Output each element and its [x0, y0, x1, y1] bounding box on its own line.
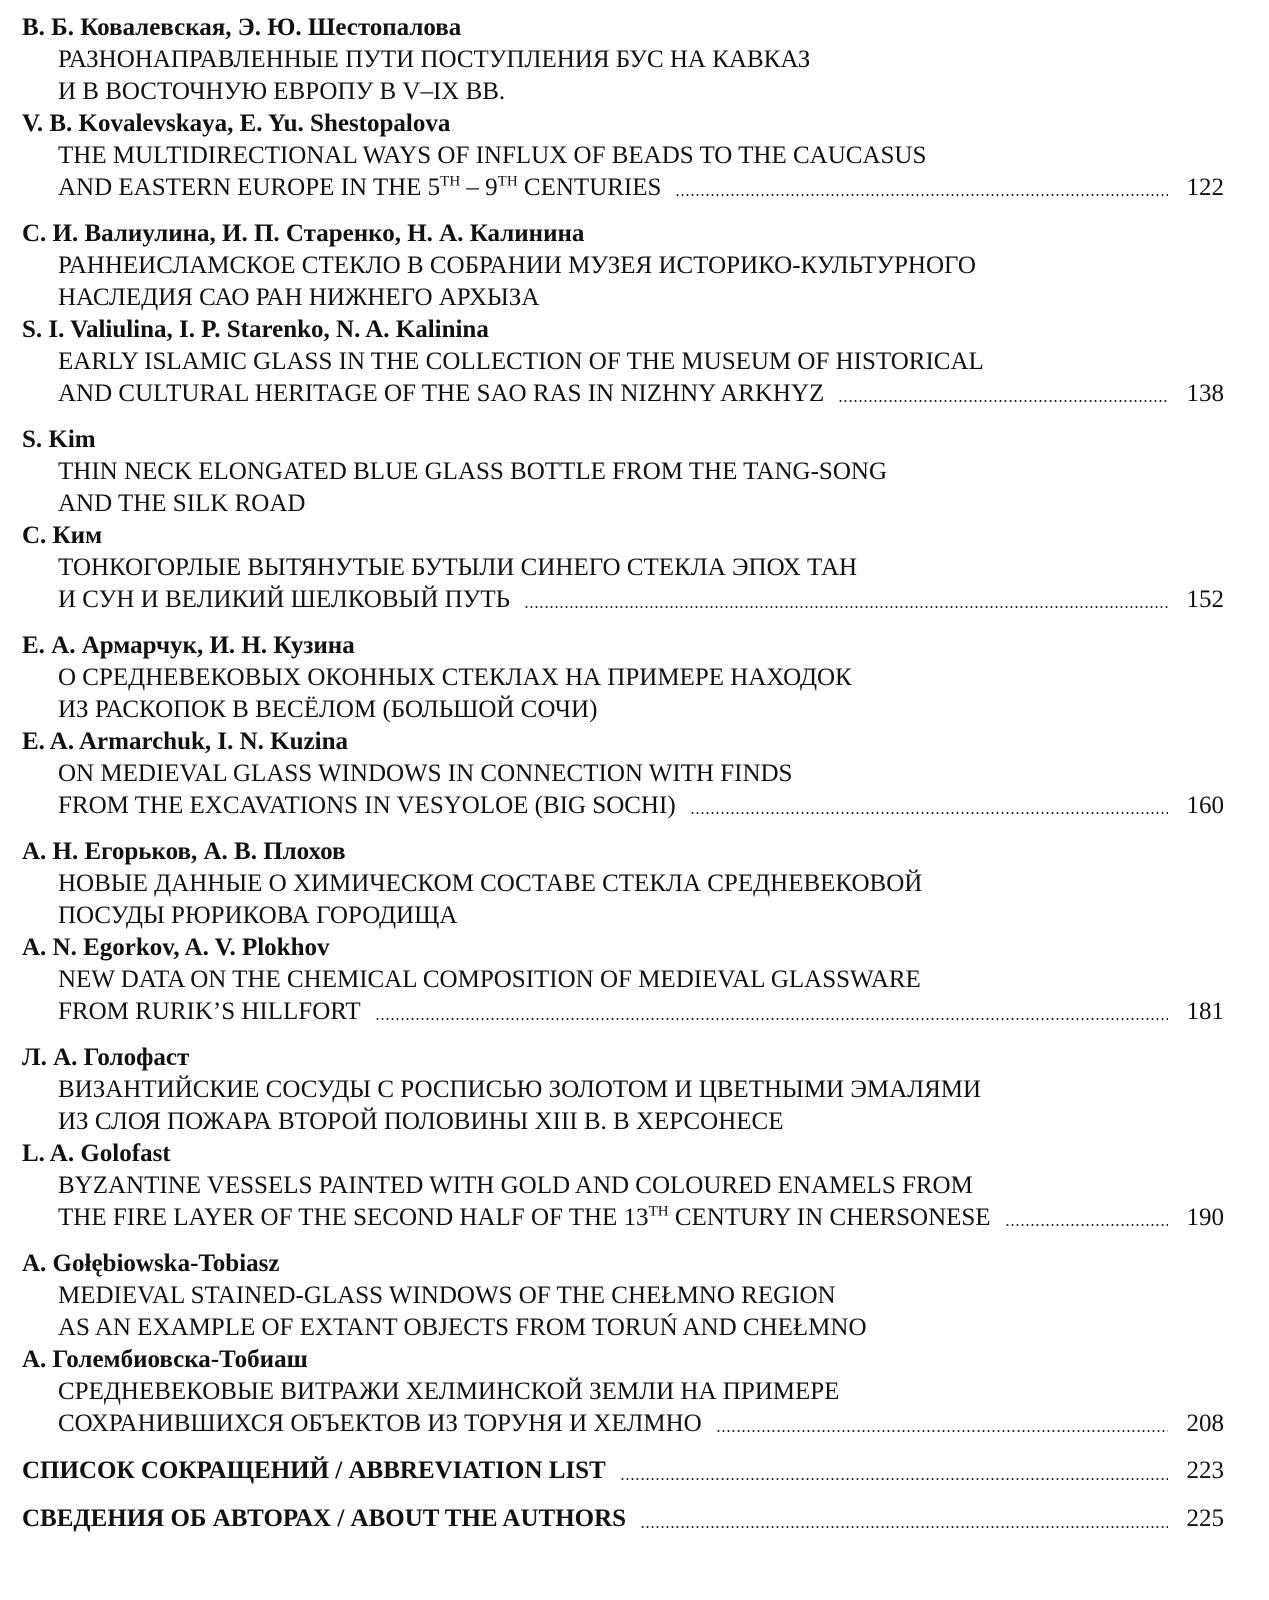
author-ru: С. Ким	[22, 522, 103, 549]
dot-leader	[375, 1018, 1168, 1020]
title-ru-line: И В ВОСТОЧНУЮ ЕВРОПУ В V–IX ВВ.	[58, 78, 506, 105]
author-ru: В. Б. Ковалевская, Э. Ю. Шестопалова	[22, 14, 462, 41]
toc-entry	[22, 1248, 1224, 1440]
page-number: 138	[1186, 380, 1224, 407]
title-ru-line: ВИЗАНТИЙСКИЕ СОСУДЫ С РОСПИСЬЮ ЗОЛОТОМ И ЦВЕТНЫМИ ЭМАЛЯМИ	[58, 1076, 982, 1103]
title-ru-line: ПОСУДЫ РЮРИКОВА ГОРОДИЩА	[58, 902, 458, 929]
author-en: S. I. Valiulina, I. P. Starenko, N. A. Kalinina	[22, 316, 489, 343]
title-ru-line: ИЗ РАСКОПОК В ВЕСЁЛОМ (БОЛЬШОЙ СОЧИ)	[58, 696, 598, 723]
dot-leader	[640, 1526, 1168, 1528]
toc-entry	[22, 218, 1224, 410]
author-en: E. A. Armarchuk, I. N. Kuzina	[22, 728, 348, 755]
author-ru: С. И. Валиулина, И. П. Старенко, Н. А. Калинина	[22, 220, 585, 247]
toc-entry	[22, 424, 1224, 616]
author-ru: Л. А. Голофаст	[22, 1044, 190, 1071]
title-en-last-line	[22, 996, 1224, 1028]
title-en-line: THE MULTIDIRECTIONAL WAYS OF INFLUX OF BEADS TO THE CAUCASUS	[58, 142, 927, 169]
author-ru: А. Голембиовска-Тобиаш	[22, 1346, 308, 1373]
page-number: 223	[1186, 1457, 1224, 1484]
title-ru-line: ИЗ СЛОЯ ПОЖАРА ВТОРОЙ ПОЛОВИНЫ XIII В. В ХЕРСОНЕСЕ	[58, 1108, 784, 1135]
title-en-last-line	[22, 1202, 1224, 1234]
title-en-line: EARLY ISLAMIC GLASS IN THE COLLECTION OF THE MUSEUM OF HISTORICAL	[58, 348, 984, 375]
title-en-line: ON MEDIEVAL GLASS WINDOWS IN CONNECTION WITH FINDS	[58, 760, 793, 787]
author-ru: А. Н. Егорьков, А. В. Плохов	[22, 838, 346, 865]
dot-leader	[716, 1430, 1168, 1432]
title-en-line: BYZANTINE VESSELS PAINTED WITH GOLD AND COLOURED ENAMELS FROM	[58, 1172, 973, 1199]
author-en: V. B. Kovalevskaya, E. Yu. Shestopalova	[22, 110, 451, 137]
dot-leader	[620, 1478, 1168, 1480]
title-ru-line: О СРЕДНЕВЕКОВЫХ ОКОННЫХ СТЕКЛАХ НА ПРИМЕРЕ НАХОДОК	[58, 664, 852, 691]
title-ru-line: НАСЛЕДИЯ САО РАН НИЖНЕГО АРХЫЗА	[58, 284, 540, 311]
page-number: 225	[1186, 1505, 1224, 1532]
title-en-line-text: AND CULTURAL HERITAGE OF THE SAO RAS IN NIZHNY ARKHYZ	[58, 380, 825, 407]
title-en-last-line	[22, 378, 1224, 410]
title-ru-last-line	[22, 1408, 1224, 1440]
title-en-line: AS AN EXAMPLE OF EXTANT OBJECTS FROM TORUŃ AND CHEŁMNO	[58, 1314, 867, 1341]
author-ru: Е. А. Армарчук, И. Н. Кузина	[22, 632, 355, 659]
title-ru-last-line	[22, 584, 1224, 616]
page-number: 160	[1186, 792, 1224, 819]
dot-leader	[690, 812, 1168, 814]
page-number: 181	[1186, 998, 1224, 1025]
dot-leader	[675, 194, 1168, 196]
dot-leader	[524, 606, 1168, 608]
title-en-line-text: AND EASTERN EUROPE IN THE 5TH – 9TH CENTURIES	[58, 173, 662, 201]
title-en-line-text: FROM RURIK’S HILLFORT	[58, 998, 361, 1025]
title-ru-line: РАЗНОНАПРАВЛЕННЫЕ ПУТИ ПОСТУПЛЕНИЯ БУС НА КАВКАЗ	[58, 46, 811, 73]
title-ru-line: ТОНКОГОРЛЫЕ ВЫТЯНУТЫЕ БУТЫЛИ СИНЕГО СТЕКЛА ЭПОХ ТАН	[58, 554, 858, 581]
title-en-last-line	[22, 790, 1224, 822]
title-en-line-text: THE FIRE LAYER OF THE SECOND HALF OF THE 13TH CENTURY IN CHERSONESE	[58, 1203, 991, 1231]
page-number: 122	[1186, 174, 1224, 201]
title-ru-line-text: И СУН И ВЕЛИКИЙ ШЕЛКОВЫЙ ПУТЬ	[58, 586, 511, 613]
title-en-line: NEW DATA ON THE CHEMICAL COMPOSITION OF MEDIEVAL GLASSWARE	[58, 966, 921, 993]
title-ru-line: РАННЕИСЛАМСКОЕ СТЕКЛО В СОБРАНИИ МУЗЕЯ ИСТОРИКО-КУЛЬТУРНОГО	[58, 252, 976, 279]
toc-final-entry	[22, 1454, 1224, 1488]
title-en-line-text: FROM THE EXCAVATIONS IN VESYOLOE (BIG SOCHI)	[58, 792, 676, 819]
title-en-line: THIN NECK ELONGATED BLUE GLASS BOTTLE FROM THE TANG-SONG	[58, 458, 887, 485]
page-number: 208	[1186, 1410, 1224, 1437]
page-number: 152	[1186, 586, 1224, 613]
title-en-line: MEDIEVAL STAINED-GLASS WINDOWS OF THE CHEŁMNO REGION	[58, 1282, 836, 1309]
dot-leader	[1005, 1224, 1168, 1226]
dot-leader	[838, 400, 1168, 402]
author-en: S. Kim	[22, 426, 96, 453]
final-entry-label: СВЕДЕНИЯ ОБ АВТОРАХ / ABOUT THE AUTHORS	[22, 1505, 627, 1532]
title-ru-line-text: СОХРАНИВШИХСЯ ОБЪЕКТОВ ИЗ ТОРУНЯ И ХЕЛМНО	[58, 1410, 702, 1437]
author-en: A. N. Egorkov, A. V. Plokhov	[22, 934, 330, 961]
title-en-last-line	[22, 172, 1224, 204]
page-number: 190	[1186, 1204, 1224, 1231]
toc-final-entry	[22, 1502, 1224, 1536]
title-ru-line: СРЕДНЕВЕКОВЫЕ ВИТРАЖИ ХЕЛМИНСКОЙ ЗЕМЛИ НА ПРИМЕРЕ	[58, 1378, 840, 1405]
toc-entry	[22, 1042, 1224, 1234]
final-entry-label: СПИСОК СОКРАЩЕНИЙ / ABBREVIATION LIST	[22, 1457, 606, 1484]
toc-entry	[22, 630, 1224, 822]
title-en-line: AND THE SILK ROAD	[58, 490, 306, 517]
author-en: A. Gołębiowska-Tobiasz	[22, 1250, 280, 1277]
author-en: L. A. Golofast	[22, 1140, 171, 1167]
toc-entry	[22, 836, 1224, 1028]
title-ru-line: НОВЫЕ ДАННЫЕ О ХИМИЧЕСКОМ СОСТАВЕ СТЕКЛА СРЕДНЕВЕКОВОЙ	[58, 870, 923, 897]
toc-entry	[22, 12, 1224, 204]
